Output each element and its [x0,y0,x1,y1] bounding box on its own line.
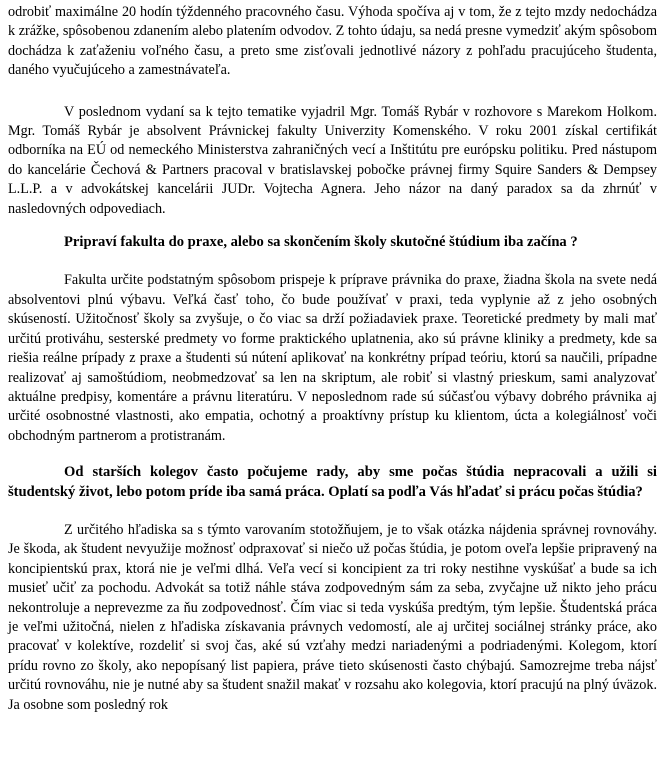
paragraph-answer-faculty: Fakulta určite podstatným spôsobom prispeje k príprave právnika do praxe, žiadna škola na svete nedá absolventovi plnú výbavu. Veľká časť toho, čo bude používať v praxi, teda vyplynie až z jeho osobných skúseností. Užitočnosť školy sa zvyšuje, o čo viac sa drží požiadaviek praxe. Teoretické predmety by mali mať určitú protiváhu, sesterské predmety vo forme praktického uplatnenia, ako sú právne kliniky a predmety, kde sa riešia reálne prípady z praxe a študenti sú nútení aplikovať na konkrétny prípad teóriu, ktorú sa naučili, prípadne realizovať aj samoštúdiom, neobmedzovať sa len na skriptum, ale robiť si vlastný prieskum, sami analyzovať aktuálne predpisy, komentáre a právnu literatúru. V neposlednom rade sú súčasťou výbavy dobrého právnika aj určité osobnostné vlastnosti, ako empatia, ochotný a proaktívny prístup ku klientom, úcta a kolegiálnosť voči obchodným partnerom a protistranám. [8,272,657,444]
paragraph-intro: odrobiť maximálne 20 hodín týždenného pracovného času. Výhoda spočíva aj v tom, že z tejto mzdy nedochádza k zrážke, spôsobenou zdanením alebo platením odvodov. Z tohto údaju, sa nedá presne vymedziť akým spôsobom dochádza k zaťaženiu voľného času, a preto sme zisťovali jednotlivé názory z pohľadu pracujúceho študenta, daného vyučujúceho a zamestnávateľa. [8,4,657,79]
paragraph-rybar-bio: V poslednom vydaní sa k tejto tematike vyjadril Mgr. Tomáš Rybár v rozhovore s Marekom Holkom. Mgr. Tomáš Rybár je absolvent Právnickej fakulty Univerzity Komenského. V roku 2001 získal certifikát odborníka na EÚ od nemeckého Ministerstva zahraničných vecí a Inštitútu pre európsku politiku. Pred nástupom do kancelárie Čechová & Partners pracoval v bratislavskej pobočke právnej firmy Squire Sanders & Dempsey L.L.P. a v advokátskej kancelárii JUDr. Vojtecha Agnera. Jeho názor na daný paradox sa da zhrnúť v nasledovných odpovediach. [8,103,657,217]
question-working-during-study: Od starších kolegov často počujeme rady, aby sme počas štúdia nepracovali a užili si študentský život, lebo potom príde iba samá práca. Oplatí sa podľa Vás hľadať si prácu počas štúdia? [8,464,657,500]
question-faculty-practice: Pripraví fakulta do praxe, alebo sa skončením školy skutočné štúdium iba začína ? [64,234,578,251]
paragraph-answer-working: Z určitého hľadiska sa s týmto varovaním stotožňujem, je to však otázka nájdenia správnej rovnováhy. Je škoda, ak študent nevyužije možnosť odpraxovať si niečo už počas štúdia, je potom oveľa lepšie pripravený na koncipientskú prax, ktorá nie je veľmi dlhá. Veľa vecí si koncipient za tri roky nestihne vyskúšať a bude sa ich musieť učiť za pochodu. Advokát sa totiž náhle stáva zodpovedným sám za seba, zvyčajne už nikto jeho prácu nekontroluje a neprevezme za ňu zodpovednosť. Čím viac si teda vyskúša predtým, tým lepšie. Študentská práca je veľmi užitočná, nielen z hľadiska získavania právnych vedomostí, ale aj určitej sociálnej stránky práce, ako pracovať v kolektíve, rozdeliť si svoj čas, aké sú vzťahy medzi nariadenými a podriadenými. Kolegom, ktorí prídu rovno zo školy, ako nepopísaný list papiera, práve tieto skúsenosti často chýbajú. Samozrejme treba nájsť určitú rovnováhu, nie je nutné aby sa študent snažil makať v rozsahu ako kolegovia, ktorí pracujú na plný úväzok. Ja osobne som posledný rok [8,521,657,713]
